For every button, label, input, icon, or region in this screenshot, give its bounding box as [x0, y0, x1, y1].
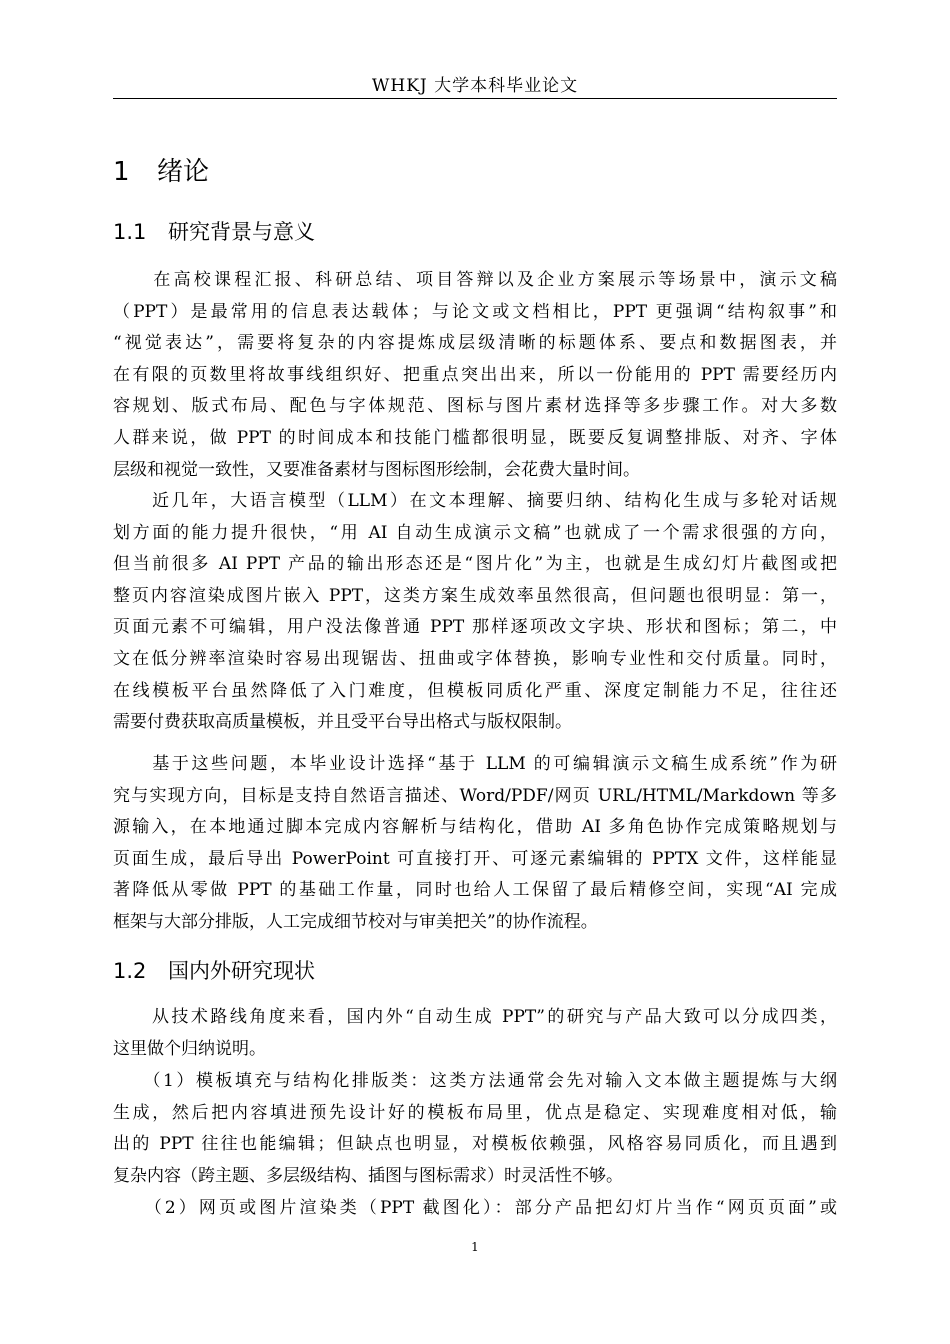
section-heading-1-1	[113, 216, 837, 248]
text-line: 近几年，大语言模型（LLM）在文本理解、摘要归纳、结构化生成与多轮对话规	[113, 491, 837, 511]
paragraph-design-goal	[113, 749, 837, 939]
text-line: 人群来说，做 PPT 的时间成本和技能门槛都很明显，既要反复调整排版、对齐、字体	[113, 427, 837, 448]
text-line: 在线模板平台虽然降低了入门难度，但模板同质化严重、深度定制能力不足，往往还	[113, 680, 837, 701]
running-header: WHKJ 大学本科毕业论文	[371, 76, 579, 96]
text-line: 整页内容渲染成图片嵌入 PPT，这类方案生成效率虽然很高，但问题也很明显：第一，	[113, 585, 837, 606]
text-line: 页面元素不可编辑，用户没法像普通 PPT 那样逐项改文字块、形状和图标；第二，中	[113, 617, 837, 638]
text-line: 在有限的页数里将故事线组织好、把重点突出出来，所以一份能用的 PPT 需要经历内	[113, 364, 837, 385]
section-heading-1-2	[113, 955, 837, 987]
text-line: 层级和视觉一致性，又要准备素材与图标图形绘制，会花费大量时间。	[113, 459, 640, 480]
text-line: （2）网页或图片渲染类（PPT 截图化）：部分产品把幻灯片当作“网页页面”或	[113, 1198, 837, 1218]
text-line: 文在低分辨率渲染时容易出现锯齿、扭曲或字体替换，影响专业性和交付质量。同时，	[113, 648, 837, 669]
section-title: 研究背景与意义	[168, 220, 315, 244]
section-number: 1.1	[113, 220, 147, 244]
chapter-number: 1	[113, 157, 130, 187]
text-line: （1）模板填充与结构化排版类：这类方法通常会先对输入文本做主题提炼与大纲	[113, 1071, 837, 1091]
text-line: 框架与大部分排版，人工完成细节校对与审美把关”的协作流程。	[113, 911, 598, 932]
text-line: 生成，然后把内容填进预先设计好的模板布局里，优点是稳定、实现难度相对低，输	[113, 1102, 837, 1123]
paragraph-template-approach	[113, 1066, 837, 1192]
text-line: （PPT）是最常用的信息表达载体；与论文或文档相比，PPT 更强调“结构叙事”和	[113, 301, 837, 322]
section-number: 1.2	[113, 959, 147, 983]
text-line: 页面生成，最后导出 PowerPoint 可直接打开、可逐元素编辑的 PPTX 文件，这样能显	[113, 848, 837, 869]
text-line: “视觉表达”，需要将复杂的内容提炼成层级清晰的标题体系、要点和数据图表，并	[113, 333, 837, 354]
text-line: 著降低从零做 PPT 的基础工作量，同时也给人工保留了最后精修空间，实现“AI 完成	[113, 880, 837, 901]
paragraph-llm-trend	[113, 486, 837, 739]
text-line: 究与实现方向，目标是支持自然语言描述、Word/PDF/网页 URL/HTML/Markdown 等多	[113, 785, 837, 806]
text-line: 需要付费获取高质量模板，并且受平台导出格式与版权限制。	[113, 712, 572, 733]
text-line: 在高校课程汇报、科研总结、项目答辩以及企业方案展示等场景中，演示文稿	[113, 270, 837, 290]
text-line: 但当前很多 AI PPT 产品的输出形态还是“图片化”为主，也就是生成幻灯片截图或把	[113, 554, 837, 575]
text-line: 从技术路线角度来看，国内外“自动生成 PPT”的研究与产品大致可以分成四类，	[113, 1007, 837, 1027]
paragraph-background	[113, 265, 837, 486]
chapter-heading	[113, 152, 837, 192]
text-line: 复杂内容（跨主题、多层级结构、插图与图标需求）时灵活性不够。	[113, 1165, 623, 1186]
paragraph-overview	[113, 1002, 837, 1065]
text-line: 这里做个归纳说明。	[113, 1038, 266, 1059]
text-line: 出的 PPT 往往也能编辑；但缺点也明显，对模板依赖强，风格容易同质化，而且遇到	[113, 1134, 837, 1155]
section-title: 国内外研究现状	[168, 959, 315, 983]
text-line: 源输入，在本地通过脚本完成内容解析与结构化，借助 AI 多角色协作完成策略规划与	[113, 817, 837, 838]
paragraph-render-approach	[113, 1193, 837, 1225]
text-line: 基于这些问题，本毕业设计选择“基于 LLM 的可编辑演示文稿生成系统”作为研	[113, 754, 837, 774]
text-line: 划方面的能力提升很快，“用 AI 自动生成演示文稿”也就成了一个需求很强的方向，	[113, 522, 837, 543]
header-rule	[113, 98, 837, 99]
chapter-title: 绪论	[157, 157, 210, 187]
text-line: 容规划、版式布局、配色与字体规范、图标与图片素材选择等多步骤工作。对大多数	[113, 396, 837, 417]
page-number: 1	[471, 1240, 479, 1254]
